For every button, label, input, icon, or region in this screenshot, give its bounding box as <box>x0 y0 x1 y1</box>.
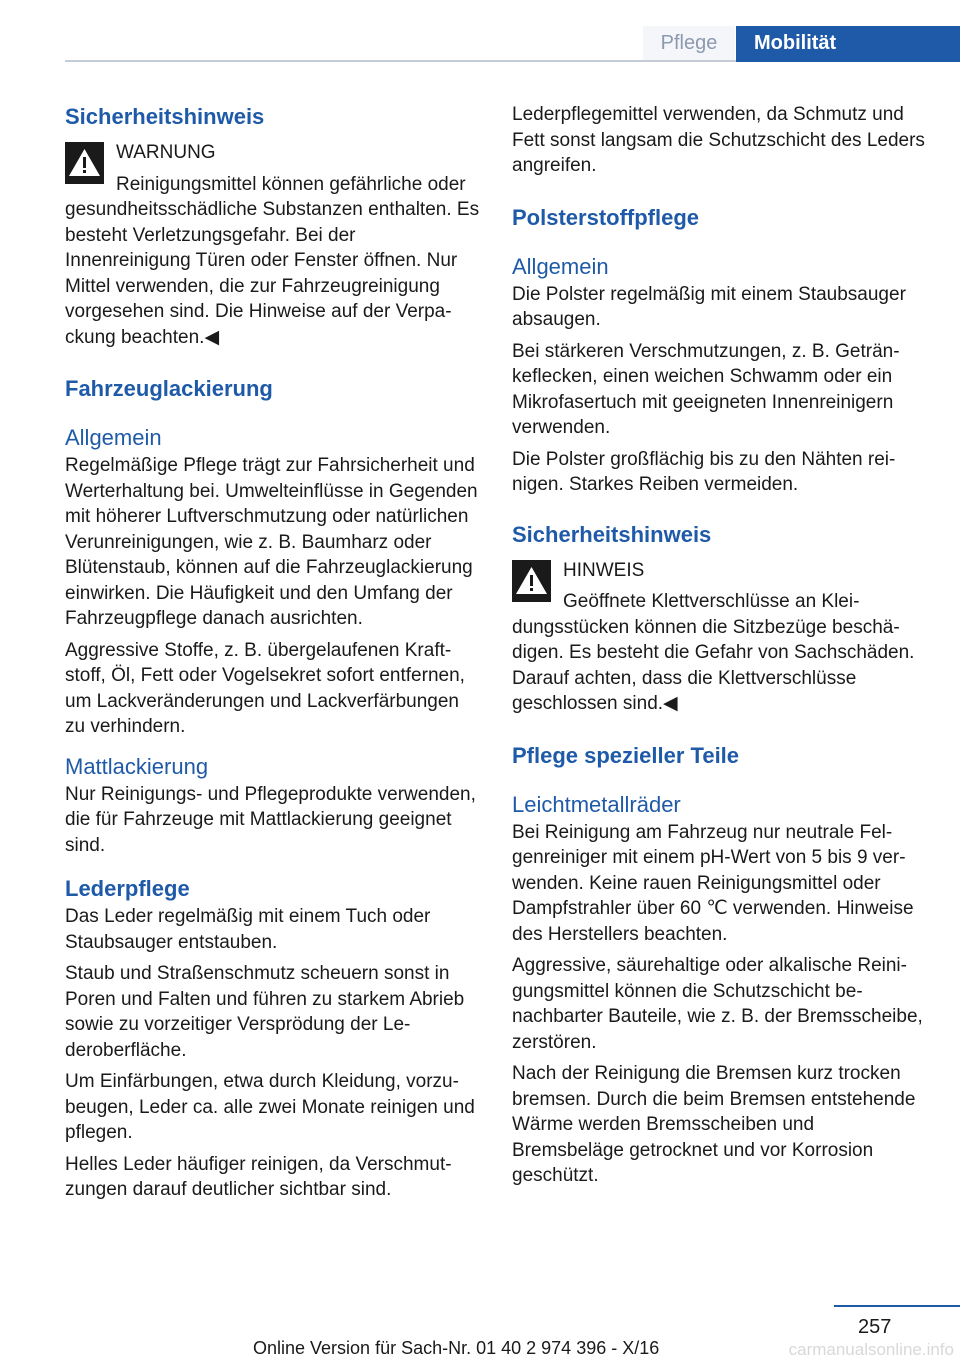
left-column <box>65 102 481 1203</box>
online-version-text: Online Version für Sach-Nr. 01 40 2 974 396 - X/16 <box>253 1338 660 1358</box>
alloy-wheels-heading: Leichtmetallräder <box>512 791 681 817</box>
alloy-wheels-text-1: Bei Reinigung am Fahrzeug nur neutrale Felgenreiniger mit einem pH-Wert von 5 bis 9 verwenden. Keine rauen Reinigungsmittel oder Dampfstrahler über 60 ℃ verwenden. Hinweise des Herstellers beachten. <box>512 821 914 945</box>
leather-continued-text: Lederpflegemittel verwenden, da Schmutz und Fett sonst langsam die Schutzschicht des Leders angreifen. <box>512 104 925 176</box>
upholstery-heading: Polsterstoffpflege <box>512 204 700 230</box>
paint-heading: Fahrzeuglackierung <box>65 376 273 401</box>
paint-aggressive-text: Aggressive Stoffe, z. B. übergelaufenen Kraftstoff, Öl, Fett oder Vogelsekret sofort entfernen, um Lackveränderungen und Lackverfärbungen zu verhindern. <box>65 639 465 737</box>
warning-notice <box>65 102 481 350</box>
watermark: carmanualsonline.info <box>788 1340 954 1359</box>
right-column <box>512 102 930 1189</box>
notice-label: HINWEIS <box>563 559 645 581</box>
warning-icon <box>65 142 104 184</box>
safety-heading: Sicherheitshinweis <box>65 104 265 129</box>
upholstery-general-heading: Allgemein <box>512 253 609 279</box>
upholstery-text-2: Bei stärkeren Verschmutzungen, z. B. Getränkeflecken, einen weichen Schwamm oder ein Mikrofasertuch mit geeigneten Innenreinigern verwenden. <box>512 340 900 438</box>
tab-pflege[interactable]: Pflege <box>643 26 735 60</box>
paint-general-heading: Allgemein <box>65 425 162 450</box>
leather-heading: Lederpflege <box>65 876 190 901</box>
footer-rule <box>834 1305 960 1307</box>
notice-text: Geöffnete Klettverschlüsse an Kleidungsstücken können die Sitzbezüge beschädigen. Es besteht die Gefahr von Sachschäden. Darauf achten, dass die Klettverschlüsse geschlossen sind.◀ <box>512 591 915 714</box>
paint-general-text: Regelmäßige Pflege trägt zur Fahrsicherheit und Werterhaltung bei. Umwelteinflüsse in Gegenden mit höherer Luftverschmutzung oder natürlichen Verunreinigungen, wie z. B. Baumharz oder Blütenstaub, können auf die Fahrzeuglackierung einwirken. Die Häufigkeit und den Umfang der Fahrzeugpflege danach ausrichten. <box>65 455 478 629</box>
warning-label: WARNUNG <box>116 142 216 163</box>
alloy-wheels-text-2: Aggressive, säurehaltige oder alkalische Reinigungsmittel können die Schutzschicht benachbarter Bauteile, wie z. B. der Bremsscheibe, zerstören. <box>512 955 923 1053</box>
matte-paint-heading: Mattlackierung <box>65 753 209 779</box>
special-parts-heading: Pflege spezieller Teile <box>512 742 740 768</box>
notice-hinweis <box>512 520 930 717</box>
leather-text-1: Das Leder regelmäßig mit einem Tuch oder Staubsauger entstauben. <box>65 906 431 953</box>
upholstery-text-3: Die Polster großflächig bis zu den Nähten reinigen. Starkes Reiben vermeiden. <box>512 448 896 495</box>
safety-heading-right: Sicherheitshinweis <box>512 521 712 547</box>
matte-paint-text: Nur Reinigungs- und Pflegeprodukte verwenden, die für Fahrzeuge mit Mattlackierung geeignet sind. <box>65 783 476 856</box>
upholstery-text-1: Die Polster regelmäßig mit einem Staubsauger absaugen. <box>512 283 906 330</box>
page-number: 257 <box>858 1316 892 1338</box>
leather-text-4: Helles Leder häufiger reinigen, da Verschmutzungen darauf deutlicher sichtbar sind. <box>65 1153 452 1200</box>
tab-mobilitaet[interactable]: Mobilität <box>736 26 960 62</box>
leather-text-2: Staub und Straßenschmutz scheuern sonst in Poren und Falten und führen zu starkem Abrieb sowie zu vorzeitiger Versprödung der Lederoberfläche. <box>65 963 465 1061</box>
leather-text-3: Um Einfärbungen, etwa durch Kleidung, vorzubeugen, Leder ca. alle zwei Monate reinigen und pflegen. <box>65 1071 475 1143</box>
alloy-wheels-text-3: Nach der Reinigung die Bremsen kurz trocken bremsen. Durch die beim Bremsen entstehende Wärme werden Bremsscheiben und Bremsbeläge getrocknet und vor Korrosion geschützt. <box>512 1063 916 1186</box>
warning-icon <box>512 560 551 602</box>
warning-text: Reinigungsmittel können gefährliche oder gesundheitsschädliche Substanzen enthalten. Es besteht Verletzungsgefahr. Bei der Innenreinigung Türen oder Fenster öffnen. Nur Mittel verwenden, die zur Fahrzeugreinigung vorgesehen sind. Die Hinweise auf der Verpackung beachten.◀ <box>65 173 480 348</box>
